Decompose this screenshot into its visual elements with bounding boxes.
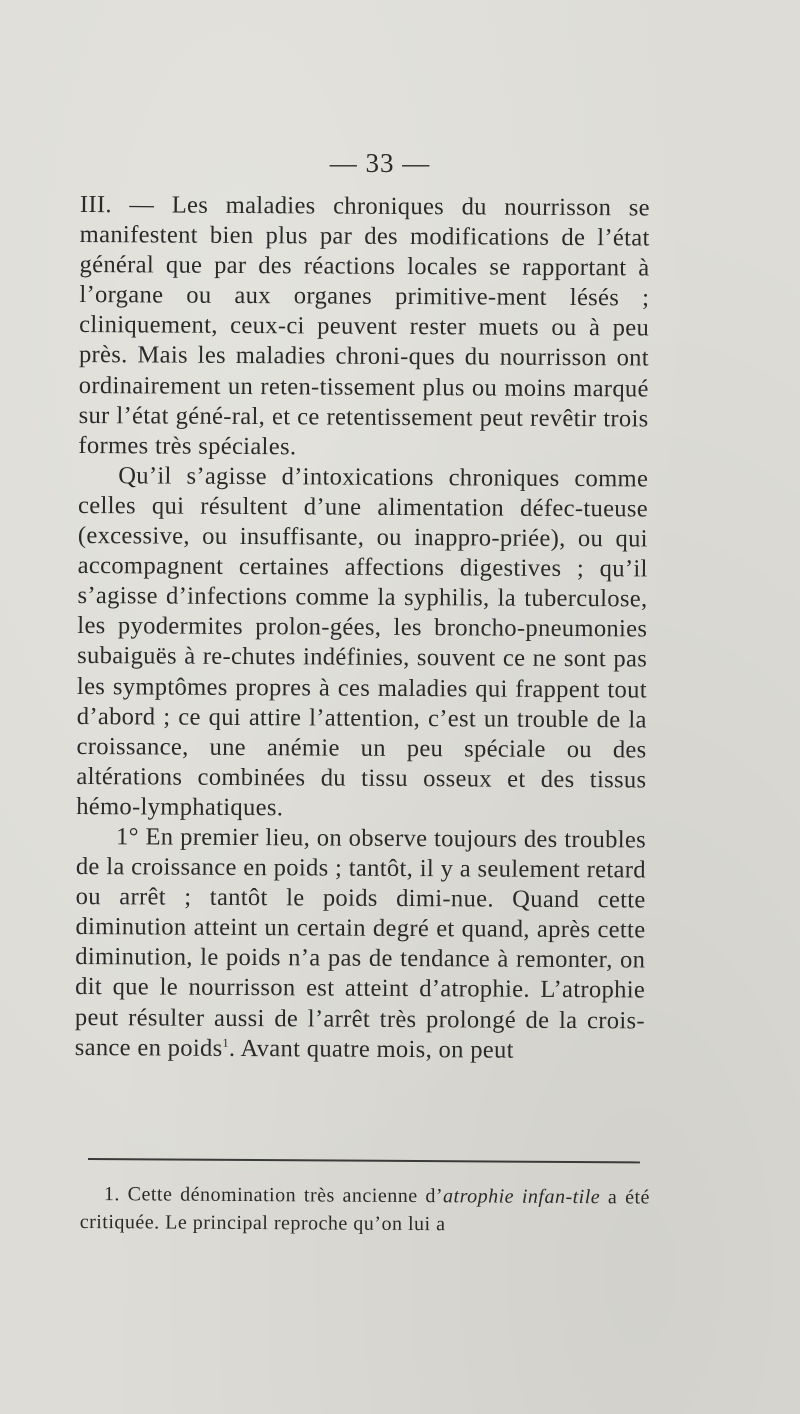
footnote-divider bbox=[88, 1158, 640, 1163]
page-number: — 33 — bbox=[329, 148, 431, 178]
paragraph-1: III. — Les maladies chroniques du nourrisson se manifestent bien plus par des modifications de l’état général que par des réactions locales se rapportant à l’organe ou aux organes primitive-ment lésés ; cliniquement, ceux-ci peuvent rester muets ou à peu près. Mais les maladies chroni-ques du nourrisson ont ordinairement un reten-tissement plus ou moins marqué sur l’état géné-ral, et ce retentissement peut revêtir trois formes très spéciales. bbox=[78, 190, 650, 461]
footnote bbox=[80, 1180, 650, 1239]
footnote-italic-term: atrophie infan-tile bbox=[442, 1185, 601, 1209]
paragraph-3-text: 1° En premier lieu, on observe toujours des troubles de la croissance en poids ; tantôt, il y a seulement retard ou arrêt ; tantôt le poids dimi-nue. Quand cette diminution atteint un certain degré et quand, après cette diminution, le poids n’a pas de tendance à remonter, on dit que le nourrisson est atteint d’atrophie. L’atrophie peut résulter aussi de l’arrêt très prolongé de la crois-sance en poids bbox=[74, 823, 647, 1062]
footnote-text-start: Cette dénomination très ancienne d’ bbox=[127, 1183, 444, 1208]
footnote-text bbox=[80, 1180, 650, 1239]
footnote-reference: 1 bbox=[222, 1035, 229, 1050]
footnote-number: 1. bbox=[103, 1183, 120, 1206]
paragraph-2: Qu’il s’agisse d’intoxications chroniques comme celles qui résultent d’une alimentation défec-tueuse (excessive, ou insuffisante, ou inappro-priée), ou qui accompagnent certaines affections digestives ; qu’il s’agisse d’infections comme la syphilis, la tuberculose, les pyodermites prolon-gées, les broncho-pneumonies subaiguës à re-chutes indéfinies, souvent ce ne sont pas les symptômes propres à ces maladies qui frappent tout d’abord ; ce qui attire l’attention, c’est un trouble de la croissance, une anémie un peu spéciale ou des altérations combinées du tissu osseux et des tissus hémo-lymphatiques. bbox=[76, 462, 649, 822]
footnote-text-end: a été critiquée. Le principal reproche qu’on lui a bbox=[79, 1186, 650, 1236]
body-text bbox=[75, 190, 650, 1066]
paragraph-3 bbox=[75, 822, 646, 1066]
paragraph-3-text-end: . Avant quatre mois, on peut bbox=[228, 1034, 514, 1064]
